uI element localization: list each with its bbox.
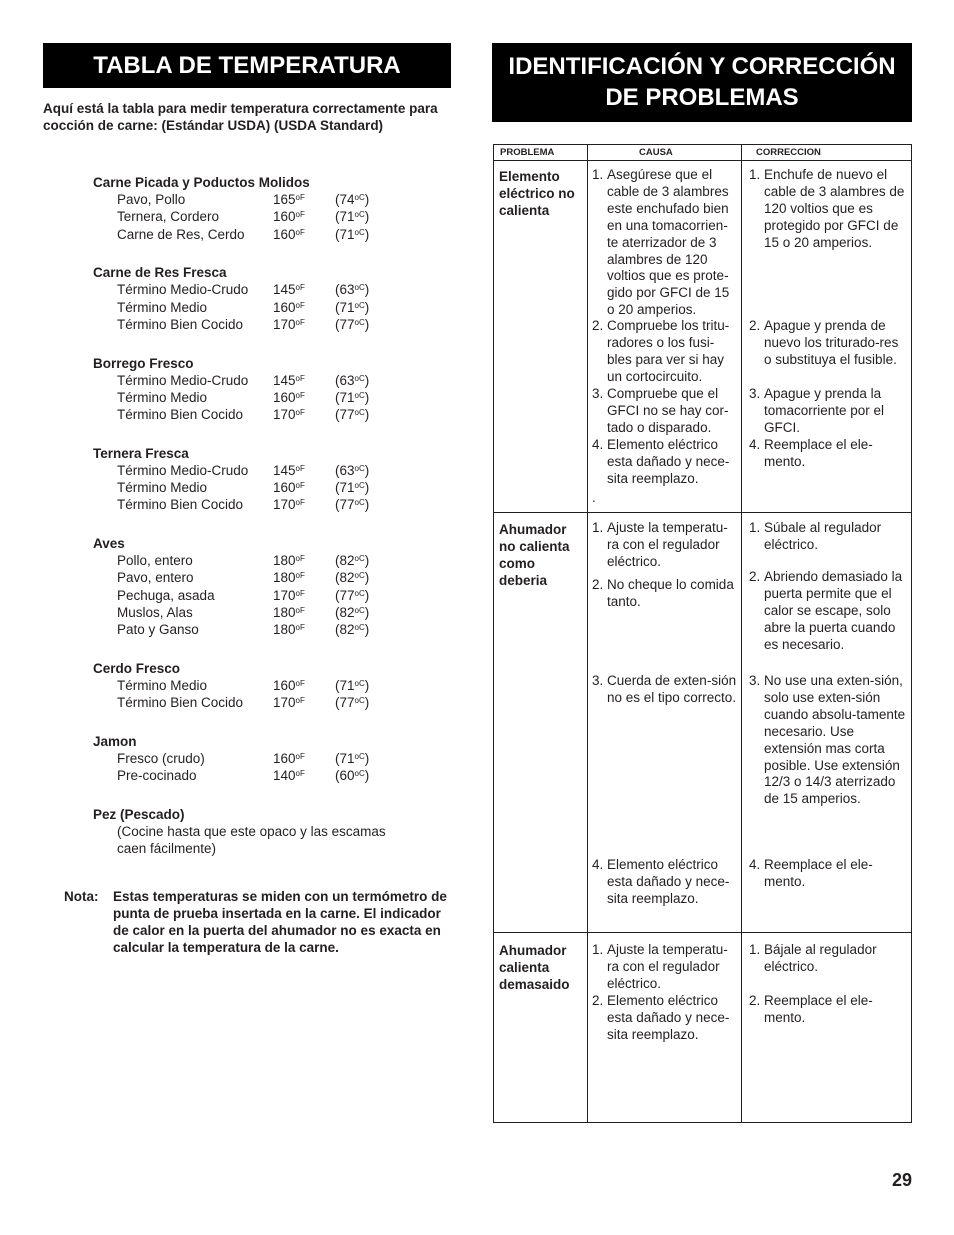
food-name: Pollo, entero [117, 553, 193, 569]
temp-fahrenheit: $165^{oF}$ [273, 192, 305, 208]
temperature-row [93, 191, 453, 208]
temperature-row [93, 462, 453, 479]
temp-fahrenheit: $160^{oF}$ [273, 299, 305, 315]
temperature-group [93, 264, 453, 333]
cause-item: 2. No cheque lo comida tanto. [592, 577, 734, 609]
temperature-list [93, 174, 453, 879]
header-causa: CAUSA [639, 147, 673, 158]
food-name: Término Medio-Crudo [117, 462, 249, 478]
temperature-group [93, 660, 453, 712]
temp-fahrenheit: $160^{oF}$ [273, 677, 305, 693]
food-name: Carne de Res, Cerdo [117, 226, 245, 242]
temp-celsius: $(82^{oC})$ [335, 621, 370, 637]
temperature-row [93, 569, 453, 586]
temp-fahrenheit: $160^{oF}$ [273, 226, 305, 242]
trailing-mark: . [592, 490, 596, 505]
food-name: Término Medio [117, 299, 208, 315]
correction-item: 2. Reemplace el ele-mento. [749, 993, 873, 1025]
temperature-row [93, 587, 453, 604]
row-divider [494, 932, 911, 933]
cause-item: 1. Ajuste la temperatu-ra con el regulador eléctrico. [592, 520, 728, 569]
cause-item: 3. Compruebe que el GFCI no se hay cor-tado o disparado. [592, 386, 729, 435]
temperature-row [93, 694, 453, 711]
correction-item: 2. Abriendo demasiado la puerta permite que el calor se escape, solo abre la puerta cuando es necesario. [749, 569, 903, 652]
correction-item: 3. No use una exten-sión, solo use exten-sión cuando absolu-tamente necesario. Use extensión mas corta posible. Use extensión 12/3 o 14/3 aterrizado de 15 amperios. [749, 673, 906, 807]
temp-celsius: $(82^{oC})$ [335, 570, 370, 586]
temperature-row [93, 281, 453, 298]
temp-celsius: $(74^{oC})$ [335, 192, 370, 208]
group-title: Ternera Fresca [93, 445, 189, 461]
temperature-row [93, 316, 453, 333]
header-correccion: CORRECCION [756, 147, 821, 158]
food-name: Término Medio-Crudo [117, 372, 249, 388]
group-title: Aves [93, 536, 125, 551]
nota [64, 888, 454, 956]
correction-item: 3. Apague y prenda la tomacorriente por el GFCI. [749, 386, 885, 435]
temperature-row [93, 767, 453, 784]
fish-note: (Cocine hasta que este opaco y las escamas caen fácilmente) [117, 823, 386, 857]
temp-fahrenheit: $170^{oF}$ [273, 316, 305, 332]
food-name: Muslos, Alas [117, 604, 193, 620]
cause-item: 2. Compruebe los tritu-radores o los fusi-bles para ver si hay un cortocircuito. [592, 318, 730, 384]
temp-celsius: $(71^{oC})$ [335, 480, 370, 496]
temperature-row [93, 496, 453, 513]
cause-item: 1. Asegúrese que el cable de 3 alambres este enchufado bien en una tomacorrien-te aterrizador de 3 alambres de 120 voltios que es prote-gido por GFCI de 15 o 20 amperios. [592, 167, 730, 318]
temperature-group [93, 174, 453, 243]
group-title: Jamon [93, 733, 137, 749]
temp-celsius: $(71^{oC})$ [335, 226, 370, 242]
temp-fahrenheit: $180^{oF}$ [273, 604, 305, 620]
troubleshooting-title [492, 43, 912, 122]
temp-celsius: $(63^{oC})$ [335, 372, 370, 388]
group-title: Pez (Pescado) [93, 806, 185, 822]
temperature-group [93, 535, 453, 638]
problem-label: Ahumador calienta demasaido [499, 943, 570, 992]
cause-item: 1. Ajuste la temperatu-ra con el regulador eléctrico. [592, 942, 728, 991]
temperature-row [93, 208, 453, 225]
temp-fahrenheit: $170^{oF}$ [273, 497, 305, 513]
temp-celsius: $(71^{oC})$ [335, 209, 370, 225]
food-name: Término Medio-Crudo [117, 282, 249, 298]
nota-text: Estas temperaturas se miden con un termómetro de punta de prueba insertada en la carne. El indicador de calor en la puerta del ahumador no es exacta en calcular la temperatura de la carne. [113, 889, 447, 955]
correction-item: 1. Bájale al regulador eléctrico. [749, 942, 877, 974]
food-name: Término Bien Cocido [117, 497, 244, 513]
temp-celsius: $(77^{oC})$ [335, 695, 370, 710]
temp-fahrenheit: $160^{oF}$ [273, 209, 305, 225]
correction-item: 1. Enchufe de nuevo el cable de 3 alambres de 120 voltios que es protegido por GFCI de 15 o 20 amperios. [749, 167, 905, 250]
food-name: Término Bien Cocido [117, 695, 244, 710]
temp-fahrenheit: $170^{oF}$ [273, 587, 305, 603]
food-name: Pato y Ganso [117, 621, 199, 637]
correction-item: 1. Súbale al regulador eléctrico. [749, 520, 882, 552]
page-number: 29 [891, 1170, 912, 1190]
cause-item: 3. Cuerda de exten-sión no es el tipo correcto. [592, 673, 737, 705]
temp-celsius: $(71^{oC})$ [335, 677, 370, 693]
column-divider [587, 145, 588, 1122]
food-name: Término Bien Cocido [117, 316, 244, 332]
temperature-row [93, 677, 453, 694]
temp-fahrenheit: $170^{oF}$ [273, 695, 305, 710]
troubleshooting-title-line1: IDENTIFICACIÓN Y CORRECCIÓN [508, 53, 896, 80]
temp-fahrenheit: $145^{oF}$ [273, 372, 305, 388]
temperature-group [93, 733, 453, 785]
temperature-group [93, 445, 453, 514]
temp-celsius: $(77^{oC})$ [335, 497, 370, 513]
temp-fahrenheit: $170^{oF}$ [273, 407, 305, 423]
group-title: Carne Picada y Poductos Molidos [93, 175, 310, 190]
temp-celsius: $(63^{oC})$ [335, 462, 370, 478]
food-name: Fresco (crudo) [117, 750, 205, 766]
temp-fahrenheit: $160^{oF}$ [273, 480, 305, 496]
temp-celsius: $(71^{oC})$ [335, 299, 370, 315]
temp-celsius: $(82^{oC})$ [335, 553, 370, 569]
temp-fahrenheit: $180^{oF}$ [273, 621, 305, 637]
temp-celsius: $(63^{oC})$ [335, 282, 370, 298]
group-title: Borrego Fresco [93, 355, 194, 371]
temp-celsius: $(77^{oC})$ [335, 316, 370, 332]
temp-fahrenheit: $145^{oF}$ [273, 282, 305, 298]
temperature-row [93, 372, 453, 389]
temperature-row [93, 750, 453, 767]
temperature-row [93, 604, 453, 621]
food-name: Término Medio [117, 677, 208, 693]
temperature-table-title: TABLA DE TEMPERATURA [43, 43, 451, 88]
temp-celsius: $(71^{oC})$ [335, 750, 370, 766]
temp-celsius: $(71^{oC})$ [335, 389, 370, 405]
temperature-row [93, 479, 453, 496]
temperature-row [93, 299, 453, 316]
temperature-row [93, 389, 453, 406]
temperature-row [93, 552, 453, 569]
correction-item: 2. Apague y prenda de nuevo los triturado-res o substituya el fusible. [749, 318, 899, 367]
problem-table [493, 144, 912, 1123]
temperature-row [93, 621, 453, 638]
temperature-row [93, 406, 453, 423]
problem-label: Elemento eléctrico no calienta [499, 169, 575, 218]
cause-item: 2. Elemento eléctrico esta dañado y nece-sita reemplazo. [592, 993, 730, 1042]
group-title: Carne de Res Fresca [93, 265, 227, 281]
food-name: Pechuga, asada [117, 587, 215, 603]
temp-celsius: $(77^{oC})$ [335, 407, 370, 423]
cause-item: 4. Elemento eléctrico esta dañado y nece-sita reemplazo. [592, 437, 730, 486]
food-name: Pre-cocinado [117, 768, 197, 784]
temp-fahrenheit: $180^{oF}$ [273, 553, 305, 569]
temp-celsius: $(60^{oC})$ [335, 768, 370, 784]
temperature-group [93, 355, 453, 424]
nota-label: Nota: [64, 889, 99, 904]
temp-fahrenheit: $145^{oF}$ [273, 462, 305, 478]
temperature-row [93, 226, 453, 243]
fish-group [93, 806, 453, 858]
correction-item: 4. Reemplace el ele-mento. [749, 857, 873, 889]
cause-item: 4. Elemento eléctrico esta dañado y nece-sita reemplazo. [592, 857, 730, 906]
temp-fahrenheit: $180^{oF}$ [273, 570, 305, 586]
temperature-intro: Aquí está la tabla para medir temperatura correctamente para cocción de carne: (Estándar USDA) (USDA Standard) [43, 101, 438, 133]
problem-label: Ahumador no calienta como deberia [499, 522, 570, 588]
column-divider [741, 145, 742, 1122]
temp-celsius: $(82^{oC})$ [335, 604, 370, 620]
food-name: Término Medio [117, 480, 208, 496]
group-title: Cerdo Fresco [93, 660, 181, 676]
header-problema: PROBLEMA [500, 147, 555, 158]
temp-fahrenheit: $160^{oF}$ [273, 389, 305, 405]
correction-item: 4. Reemplace el ele-mento. [749, 437, 873, 469]
food-name: Ternera, Cordero [117, 209, 220, 225]
row-divider [494, 512, 911, 513]
food-name: Término Bien Cocido [117, 407, 244, 423]
temp-fahrenheit: $140^{oF}$ [273, 768, 305, 784]
temp-fahrenheit: $160^{oF}$ [273, 750, 305, 766]
food-name: Pavo, Pollo [117, 192, 186, 208]
header-divider [494, 160, 911, 161]
food-name: Término Medio [117, 389, 208, 405]
temp-celsius: $(77^{oC})$ [335, 587, 370, 603]
troubleshooting-title-line2: DE PROBLEMAS [605, 84, 799, 111]
food-name: Pavo, entero [117, 570, 194, 586]
